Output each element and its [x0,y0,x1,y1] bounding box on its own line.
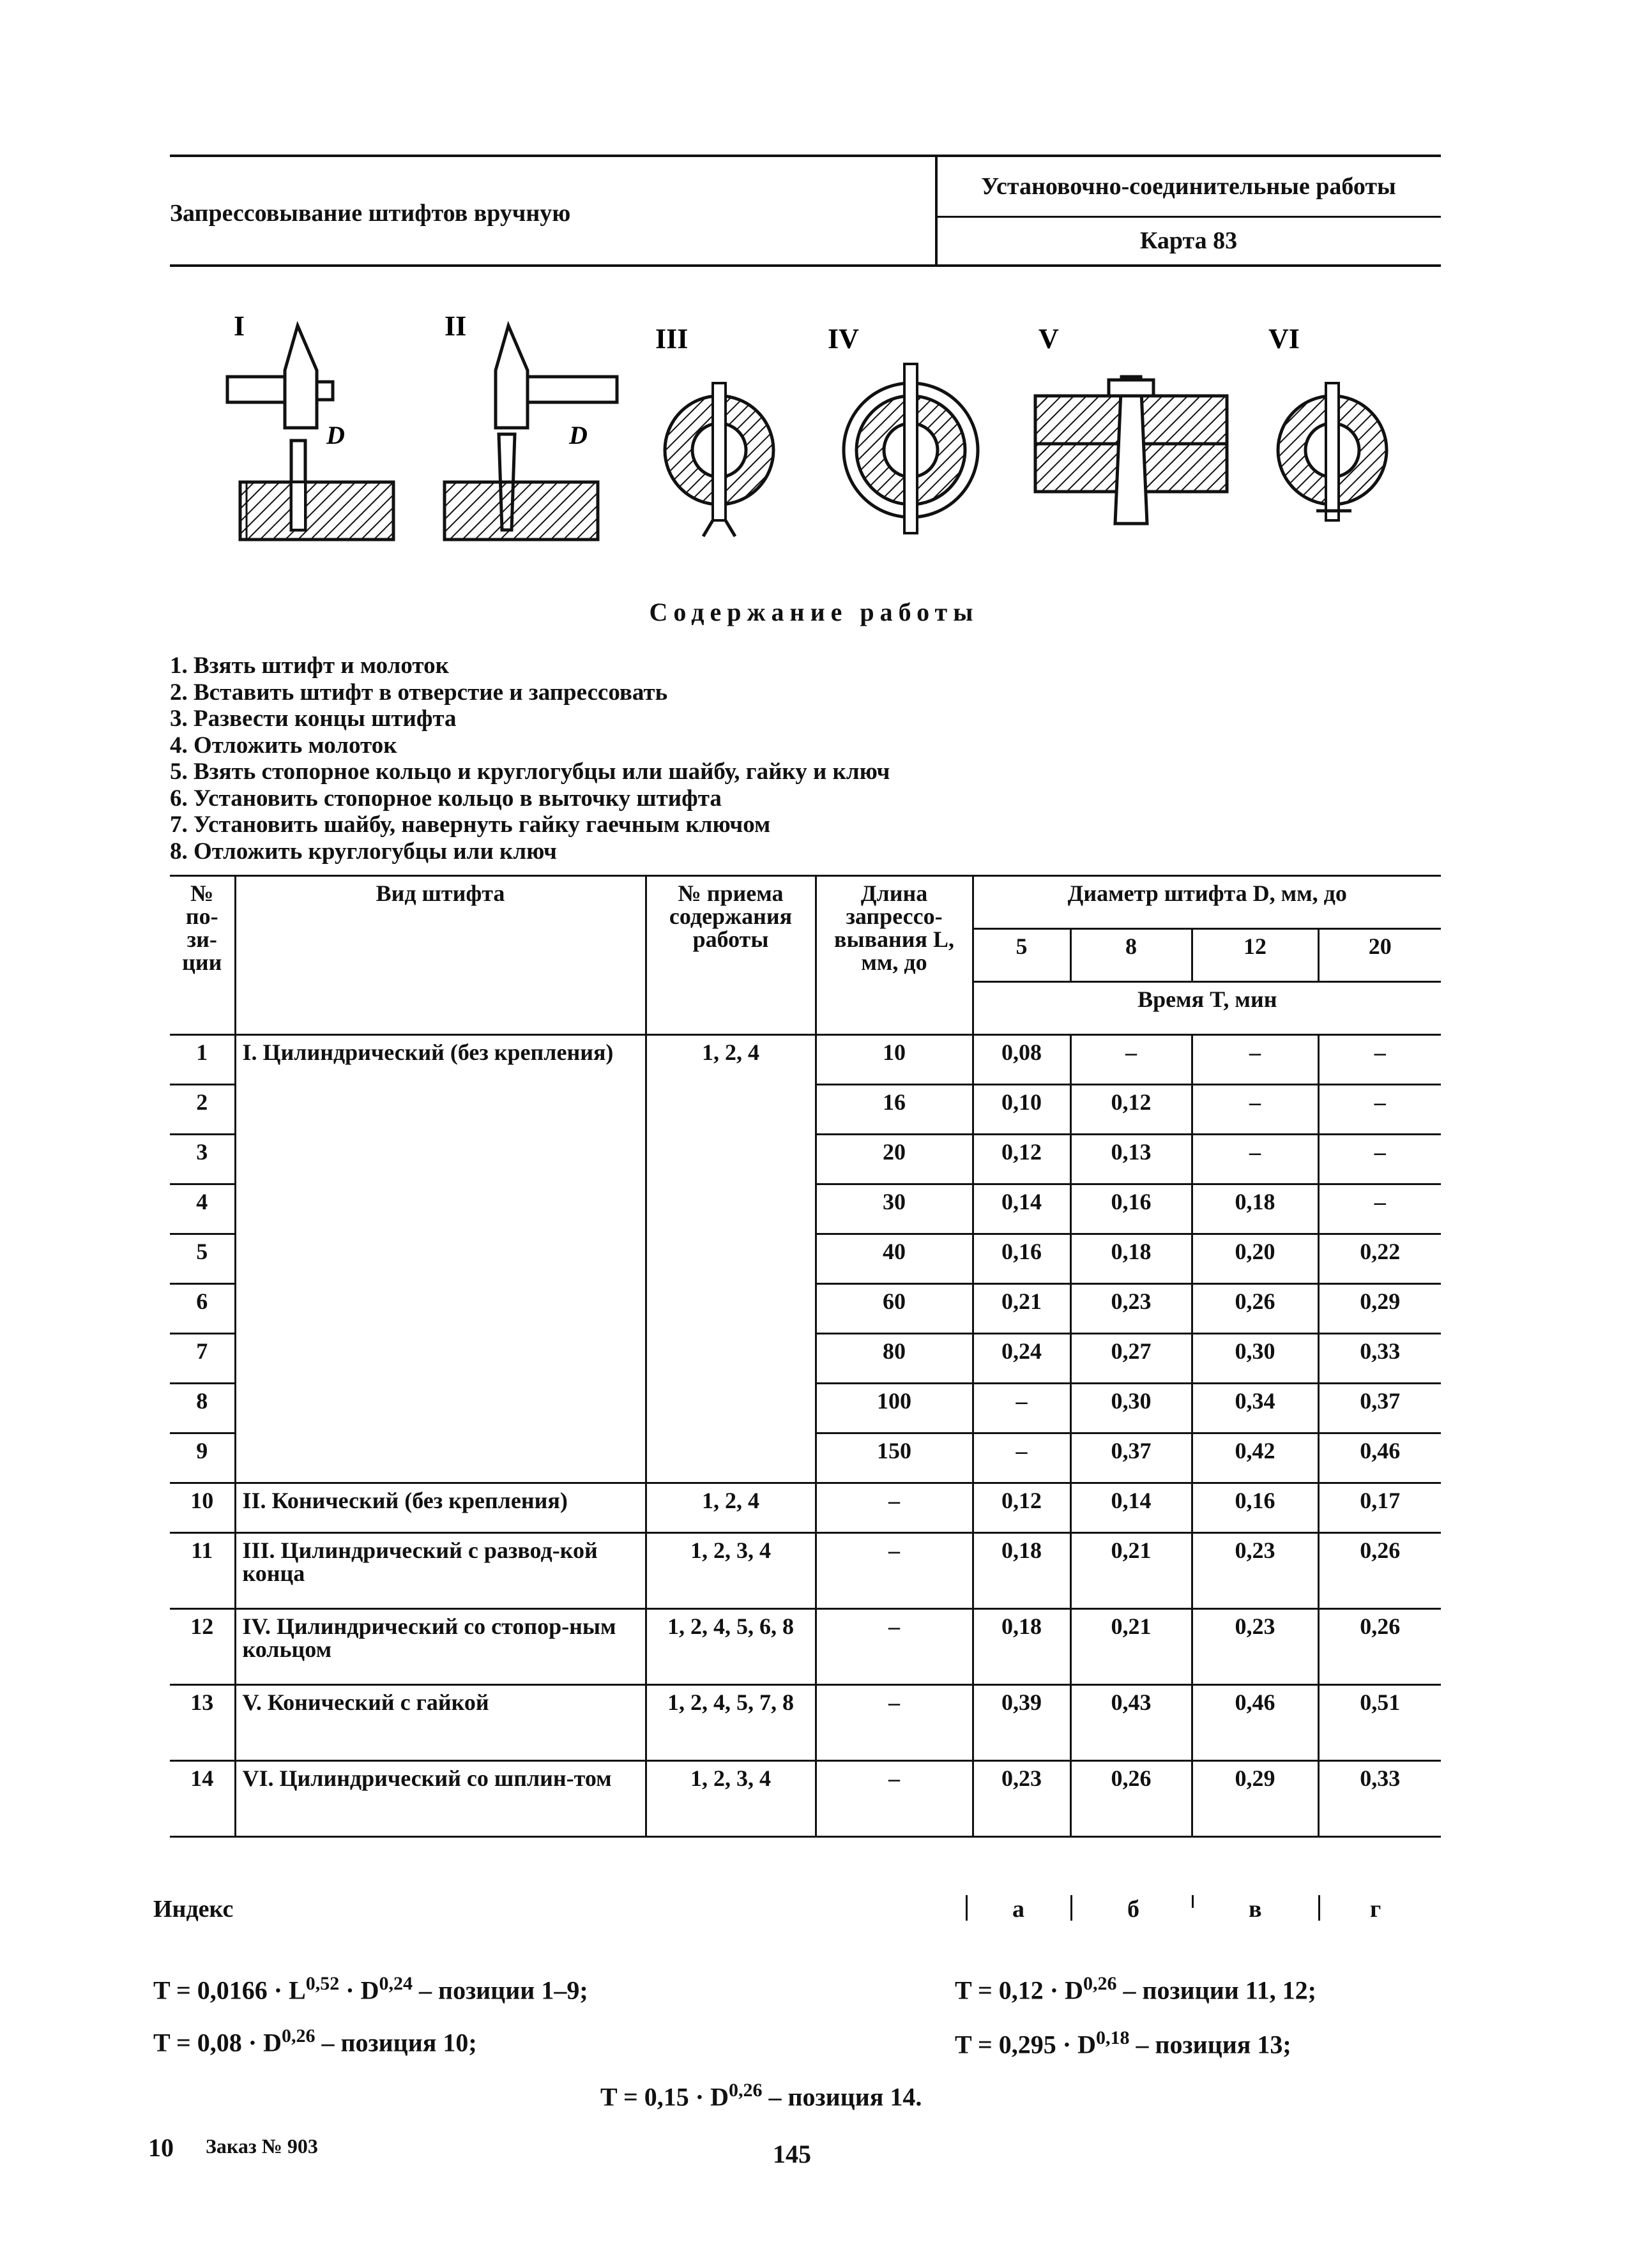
figure-1-hammer-cylindrical [227,310,393,540]
time-cell: 0,18 [973,1533,1070,1609]
time-cell: 0,23 [1070,1284,1192,1334]
position-cell: 8 [170,1384,235,1433]
time-cell: 0,46 [1318,1433,1441,1483]
steps-cell: 1, 2, 4, 5, 6, 8 [646,1609,816,1685]
time-cell: 0,16 [1070,1184,1192,1234]
steps-cell: 1, 2, 3, 4 [646,1761,816,1837]
header-pin-type: Вид штифта [235,876,646,1035]
card-number: Карта 83 [1139,227,1238,254]
time-cell: 0,12 [1070,1085,1192,1135]
formula-text: T = 0,295 · D [955,2030,1096,2059]
work-category: Установочно-соединительные работы [981,173,1396,200]
time-cell: 0,17 [1318,1483,1441,1533]
formula-text: T = 0,0166 · L [153,1976,306,2005]
index-a: а [1012,1896,1024,1923]
time-cell: – [1318,1085,1441,1135]
time-cell: 0,23 [973,1761,1070,1837]
figure-label-3: III [655,323,688,354]
time-cell: – [973,1384,1070,1433]
time-cell: 0,37 [1318,1384,1441,1433]
steps-cell: 1, 2, 4 [646,1483,816,1533]
position-cell: 3 [170,1135,235,1184]
figure-label-4: IV [828,323,859,354]
time-norms-table [170,875,1441,1838]
position-cell: 13 [170,1685,235,1761]
pin-type-cell: I. Цилиндрический (без крепления) [235,1035,646,1483]
length-cell: – [816,1609,973,1685]
figure-5-conical-nut [1035,323,1227,524]
time-cell: 0,22 [1318,1234,1441,1284]
formula-exponent: 0,52 [305,1973,340,1994]
time-cell: 0,29 [1192,1761,1318,1837]
time-cell: 0,16 [1192,1483,1318,1533]
length-cell: – [816,1685,973,1761]
time-cell: 0,21 [1070,1533,1192,1609]
time-cell: 0,26 [1318,1533,1441,1609]
time-cell: 0,26 [1318,1609,1441,1685]
time-cell: 0,21 [973,1284,1070,1334]
header-diameter-20: 20 [1318,929,1441,982]
formula-text: – позиция 14. [762,2082,922,2112]
work-step: 8. Отложить круглогубцы или ключ [170,838,557,865]
position-cell: 5 [170,1234,235,1284]
index-divider [1070,1895,1072,1921]
time-cell: 0,23 [1192,1533,1318,1609]
steps-cell: 1, 2, 4, 5, 7, 8 [646,1685,816,1761]
time-cell: 0,13 [1070,1135,1192,1184]
index-divider [966,1895,968,1921]
position-cell: 6 [170,1284,235,1334]
figure-label-5: V [1038,323,1059,354]
table-row [170,1533,1441,1609]
formula-positions-11-12 [955,1973,1316,2005]
position-cell: 1 [170,1035,235,1085]
index-b: б [1127,1896,1139,1923]
position-cell: 12 [170,1609,235,1685]
index-g: г [1370,1896,1381,1923]
formula-text: – позиция 10; [315,2028,477,2057]
work-step: 5. Взять стопорное кольцо и круглогубцы или шайбу, гайку и ключ [170,759,890,785]
formula-position-13 [955,2027,1291,2059]
header-top-rule [170,155,1441,157]
dimension-label-d: D [326,421,345,450]
length-cell: 20 [816,1135,973,1184]
work-step: 4. Отложить молоток [170,732,397,759]
index-divider [1318,1895,1320,1921]
time-cell: 0,14 [1070,1483,1192,1533]
position-cell: 9 [170,1433,235,1483]
time-cell: 0,18 [1070,1234,1192,1284]
time-cell: 0,33 [1318,1334,1441,1384]
time-cell: – [1318,1035,1441,1085]
figure-label-1: I [234,310,245,342]
steps-cell: 1, 2, 3, 4 [646,1533,816,1609]
figure-4-retaining-ring [828,323,978,533]
time-cell: 0,30 [1070,1384,1192,1433]
header-diameter-5: 5 [973,929,1070,982]
time-cell: – [1192,1035,1318,1085]
header-steps: № приема содержания работы [646,876,816,1035]
time-cell: 0,27 [1070,1334,1192,1384]
length-cell: 16 [816,1085,973,1135]
work-step: 2. Вставить штифт в отверстие и запрессовать [170,679,668,706]
time-cell: 0,42 [1192,1433,1318,1483]
time-cell: 0,24 [973,1334,1070,1384]
formula-exponent: 0,18 [1095,2027,1130,2048]
length-cell: 60 [816,1284,973,1334]
time-cell: 0,21 [1070,1609,1192,1685]
figure-label-6: VI [1268,323,1300,354]
length-cell: 40 [816,1234,973,1284]
formula-text: T = 0,12 · D [955,1976,1083,2005]
time-cell: 0,30 [1192,1334,1318,1384]
formula-text: T = 0,15 · D [600,2082,729,2112]
time-cell: – [1070,1035,1192,1085]
header-diameter-12: 12 [1192,929,1318,982]
position-cell: 7 [170,1334,235,1384]
position-cell: 4 [170,1184,235,1234]
time-cell: 0,20 [1192,1234,1318,1284]
work-step: 6. Установить стопорное кольцо в выточку штифта [170,785,722,812]
index-label: Индекс [153,1896,234,1923]
time-cell: 0,34 [1192,1384,1318,1433]
work-step: 7. Установить шайбу, навернуть гайку гаечным ключом [170,812,771,838]
work-steps-list [170,653,890,865]
time-cell: – [1318,1135,1441,1184]
pin-type-cell: III. Цилиндрический с развод-кой конца [235,1533,646,1609]
header-position: № по-зи-ции [170,876,235,1035]
pin-type-cell: IV. Цилиндрический со стопор-ным кольцом [235,1609,646,1685]
pin-type-cell: VI. Цилиндрический со шплин-том [235,1761,646,1837]
position-cell: 11 [170,1533,235,1609]
time-cell: 0,08 [973,1035,1070,1085]
formula-exponent: 0,24 [379,1973,413,1994]
table-row [170,1483,1441,1533]
table-row [170,1761,1441,1837]
formula-exponent: 0,26 [728,2080,763,2101]
pin-type-cell: II. Конический (без крепления) [235,1483,646,1533]
position-cell: 14 [170,1761,235,1837]
header-time: Время T, мин [973,982,1441,1035]
time-cell: 0,18 [973,1609,1070,1685]
pin-figures [170,300,1441,556]
time-cell: – [1192,1135,1318,1184]
header-length: Длина запрессо-вывания L, мм, до [816,876,973,1035]
time-cell: 0,51 [1318,1685,1441,1761]
time-cell: 0,16 [973,1234,1070,1284]
time-cell: 0,43 [1070,1685,1192,1761]
time-cell: – [1318,1184,1441,1234]
figure-label-2: II [445,310,467,342]
length-cell: 150 [816,1433,973,1483]
table-row [170,1685,1441,1761]
order-number: Заказ № 903 [206,2135,318,2158]
figure-2-hammer-conical [445,310,617,540]
time-cell: 0,18 [1192,1184,1318,1234]
length-cell: 30 [816,1184,973,1234]
formula-positions-1-9 [153,1973,588,2005]
time-cell: 0,23 [1192,1609,1318,1685]
time-cell: 0,26 [1070,1761,1192,1837]
position-cell: 2 [170,1085,235,1135]
time-cell: 0,46 [1192,1685,1318,1761]
work-step: 3. Развести концы штифта [170,706,457,732]
figure-6-cotter-pin [1268,323,1387,520]
work-step: 1. Взять штифт и молоток [170,653,449,679]
time-cell: 0,14 [973,1184,1070,1234]
formula-position-14 [600,2080,922,2112]
header-diameter: Диаметр штифта D, мм, до [973,876,1441,929]
header-diameter-8: 8 [1070,929,1192,982]
position-cell: 10 [170,1483,235,1533]
formula-text: – позиции 1–9; [413,1976,588,2005]
time-cell: 0,10 [973,1085,1070,1135]
sheet-number: 10 [148,2133,174,2162]
time-cell: 0,26 [1192,1284,1318,1334]
figure-3-split-end [655,323,773,536]
length-cell: – [816,1761,973,1837]
header-bottom-rule [170,264,1441,267]
pin-type-cell: V. Конический с гайкой [235,1685,646,1761]
page-title: Запрессовывание штифтов вручную [170,200,571,227]
formula-text: – позиции 11, 12; [1116,1976,1316,2005]
header-mid-rule [936,216,1441,218]
length-cell: 80 [816,1334,973,1384]
length-cell: 100 [816,1384,973,1433]
time-cell: 0,37 [1070,1433,1192,1483]
formula-text: · D [339,1976,379,2005]
table-row [170,1035,1441,1085]
length-cell: 10 [816,1035,973,1085]
formula-exponent: 0,26 [1083,1973,1117,1994]
formula-exponent: 0,26 [281,2025,316,2046]
time-cell: – [973,1433,1070,1483]
steps-cell: 1, 2, 4 [646,1035,816,1483]
time-cell: 0,33 [1318,1761,1441,1837]
dimension-label-d-2: D [569,421,588,450]
formula-position-10 [153,2025,477,2057]
length-cell: – [816,1533,973,1609]
time-cell: 0,12 [973,1483,1070,1533]
table-row [170,1609,1441,1685]
time-cell: 0,39 [973,1685,1070,1761]
time-cell: 0,12 [973,1135,1070,1184]
index-divider [1192,1895,1194,1908]
time-cell: 0,29 [1318,1284,1441,1334]
content-title: Содержание работы [649,598,979,626]
formula-text: – позиция 13; [1129,2030,1291,2059]
formula-text: T = 0,08 · D [153,2028,282,2057]
time-cell: – [1192,1085,1318,1135]
index-v: в [1249,1896,1262,1923]
length-cell: – [816,1483,973,1533]
page-number: 145 [773,2140,811,2168]
